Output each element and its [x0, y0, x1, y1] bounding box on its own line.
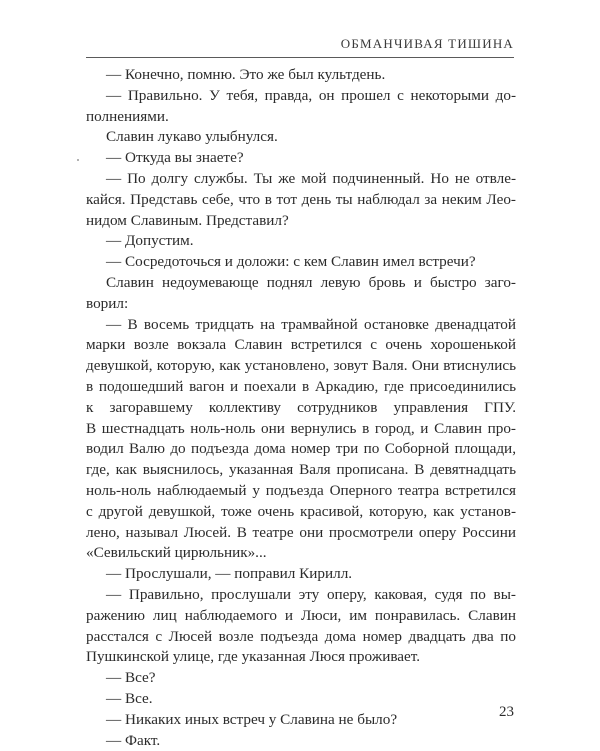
running-head-title: ОБМАНЧИВАЯ ТИШИНА — [341, 36, 514, 52]
text-line: — Все? — [86, 668, 516, 689]
text-line: ноль-ноль наблюдаемый у подъезда Оперного театра встретился — [86, 481, 516, 502]
text-line: — Сосредоточься и доложи: с кем Славин имел встречи? — [86, 252, 516, 273]
text-line: к загоравшему коллективу сотрудников управления ГПУ. — [86, 398, 516, 419]
text-line: Славин лукаво улыбнулся. — [86, 127, 516, 148]
body-text — [86, 65, 516, 751]
text-line: девушкой, которую, как установлено, зовут Валя. Они втиснулись — [86, 356, 516, 377]
text-line: В шестнадцать ноль-ноль они вернулись в город, и Славин про- — [86, 419, 516, 440]
text-line: с другой девушкой, тоже очень красивой, которую, как установ- — [86, 502, 516, 523]
page-number: 23 — [499, 704, 514, 721]
text-line: ражению лиц наблюдаемого и Люси, им понравилась. Славин — [86, 606, 516, 627]
text-line: — Прослушали, — поправил Кирилл. — [86, 564, 516, 585]
text-line: расстался с Люсей возле подъезда дома номер двадцать два по — [86, 627, 516, 648]
text-line: лено, называл Люсей. В театре они просмотрели оперу Россини — [86, 523, 516, 544]
text-line: где, как выяснилось, указанная Валя прописана. В девятнадцать — [86, 460, 516, 481]
text-line: — Откуда вы знаете? — [86, 148, 516, 169]
text-line: — Никаких иных встреч у Славина не было? — [86, 710, 516, 731]
text-line: — Конечно, помню. Это же был культдень. — [86, 65, 516, 86]
text-line: — Правильно, прослушали эту оперу, каковая, судя по вы- — [86, 585, 516, 606]
text-line: полнениями. — [86, 107, 516, 128]
text-line: кайся. Представь себе, что в тот день ты наблюдал за неким Лео- — [86, 190, 516, 211]
text-line: — Правильно. У тебя, правда, он прошел с некоторыми до- — [86, 86, 516, 107]
margin-speck — [77, 159, 79, 161]
text-line: в подошедший вагон и поехали в Аркадию, где присоединились — [86, 377, 516, 398]
text-line: водил Валю до подъезда дома номер три по Соборной площади, — [86, 439, 516, 460]
text-line: Славин недоумевающе поднял левую бровь и быстро заго- — [86, 273, 516, 294]
header-rule — [86, 57, 514, 58]
text-line: — Факт. — [86, 731, 516, 751]
text-line: — Все. — [86, 689, 516, 710]
text-line: — В восемь тридцать на трамвайной остановке двенадцатой — [86, 315, 516, 336]
text-line: — Допустим. — [86, 231, 516, 252]
text-line: «Севильский цирюльник»... — [86, 543, 516, 564]
text-line: — По долгу службы. Ты же мой подчиненный. Но не отвле- — [86, 169, 516, 190]
text-line: Пушкинской улице, где указанная Люся проживает. — [86, 647, 516, 668]
text-line: ворил: — [86, 294, 516, 315]
text-line: марки возле вокзала Славин встретился с очень хорошенькой — [86, 335, 516, 356]
text-line: нидом Славиным. Представил? — [86, 211, 516, 232]
